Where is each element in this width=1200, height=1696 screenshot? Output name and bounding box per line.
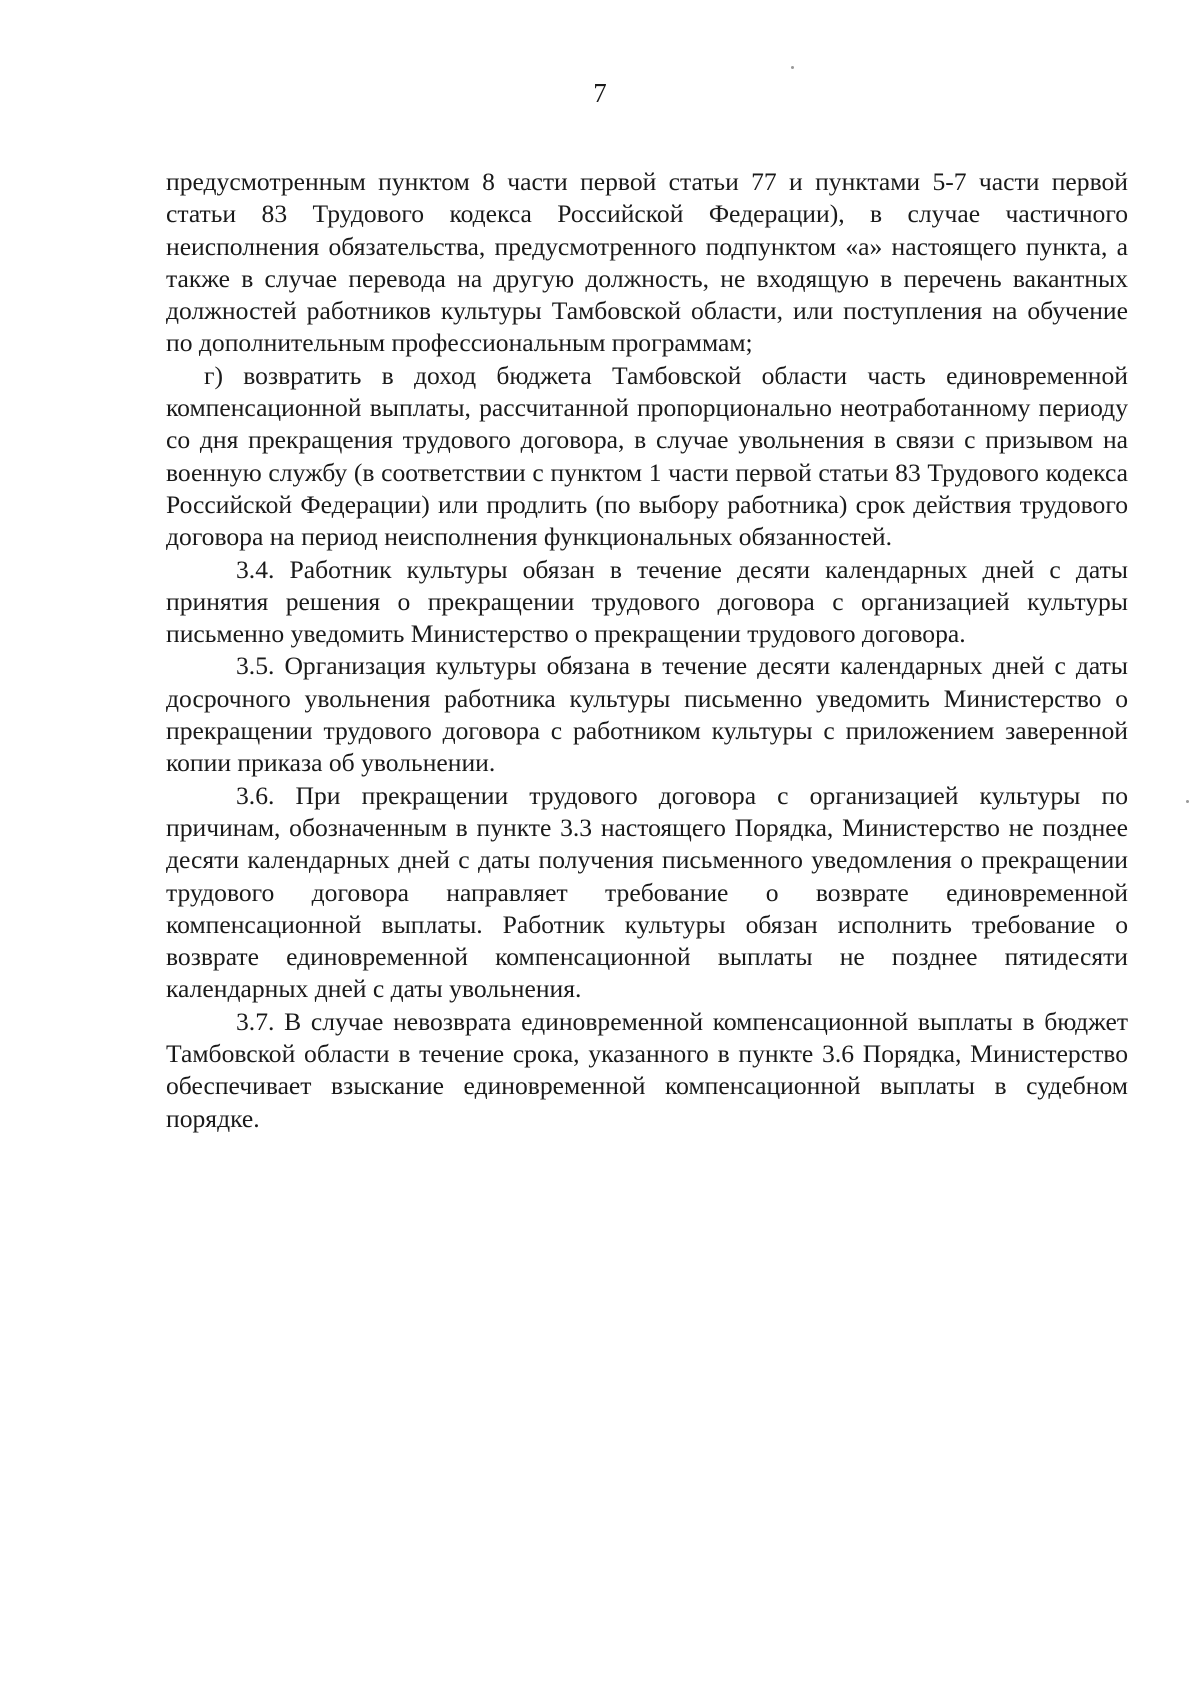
scan-speck: [791, 66, 794, 69]
paragraph-3-7: 3.7. В случае невозврата единовременной компенсационной выплаты в бюджет Тамбовской области в течение срока, указанного в пункте 3.6 Порядка, Министерство обеспечивает взыскание единовременной компенсационной выплаты в судебном порядке.: [166, 1006, 1128, 1133]
paragraph-3-5: 3.5. Организация культуры обязана в течение десяти календарных дней с даты досрочного увольнения работника культуры письменно уведомить Министерство о прекращении трудового договора с работником культуры с приложением заверенной копии приказа об увольнении.: [166, 651, 1128, 778]
paragraph-3-4: 3.4. Работник культуры обязан в течение десяти календарных дней с даты принятия решения о прекращении трудового договора с организацией культуры письменно уведомить Министерство о прекращении трудового договора.: [166, 554, 1128, 649]
paragraph-subitem-g: г) возвратить в доход бюджета Тамбовской области часть единовременной компенсационной выплаты, рассчитанной пропорционально неотработанному периоду со дня прекращения трудового договора, в случае увольнения в связи с призывом на военную службу (в соответствии с пунктом 1 части первой статьи 83 Трудового кодекса Российской Федерации) или продлить (по выбору работника) срок действия трудового договора на период неисполнения функциональных обязанностей.: [166, 360, 1128, 552]
paragraph-continuation: предусмотренным пунктом 8 части первой статьи 77 и пунктами 5-7 части первой статьи 83 Трудового кодекса Российской Федерации), в случае частичного неисполнения обязательства, предусмотренного подпунктом «а» настоящего пункта, а также в случае перевода на другую должность, не входящую в перечень вакантных должностей работников культуры Тамбовской области, или поступления на обучение по дополнительным профессиональным программам;: [166, 167, 1128, 358]
paragraph-3-6: 3.6. При прекращении трудового договора с организацией культуры по причинам, обозначенным в пункте 3.3 настоящего Порядка, Министерство не позднее десяти календарных дней с даты получения письменного уведомления о прекращении трудового договора направляет требование о возврате единовременной компенсационной выплаты. Работник культуры обязан исполнить требование о возврате единовременной компенсационной выплаты не позднее пятидесяти календарных дней с даты увольнения.: [166, 780, 1128, 1004]
scan-speck: [1186, 800, 1189, 803]
page-number: 7: [593, 78, 607, 108]
document-body: [166, 166, 1128, 1135]
